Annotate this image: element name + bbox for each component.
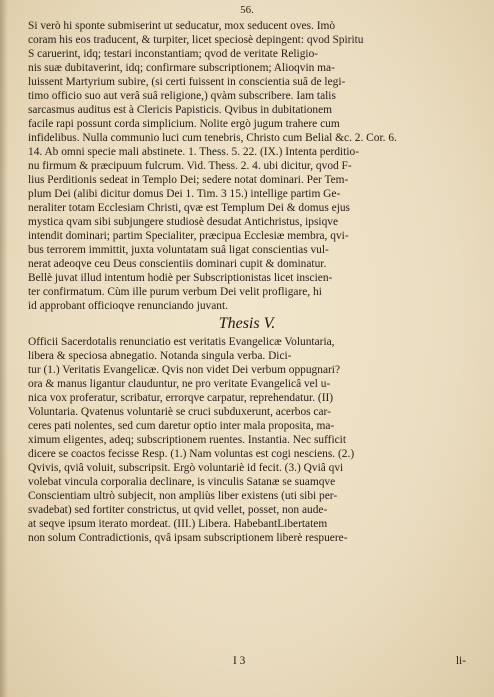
text-line: neraliter totam Ecclesiam Christi, qvæ est Templum Dei & domus ejus bbox=[28, 202, 350, 214]
thesis-heading: Thesis V. bbox=[218, 315, 276, 332]
text-line: nis suæ dubitaverint, idq; confirmare subscriptionem; Alioqvin ma- bbox=[28, 62, 335, 74]
text-line: Si verò hi sponte submiserint ut seducatur, mox seducent oves. Imò bbox=[28, 20, 336, 32]
text-line: infidelibus. Nulla communio luci cum tenebris, Christo cum Belial &c. 2. Cor. 6. bbox=[28, 132, 397, 144]
text-line: luissent Martyrium subire, (si certi fuissent in conscientia suâ de legi- bbox=[28, 76, 346, 88]
text-line: timo officio suo aut verâ suâ religione,) qvàm subscribere. Iam talis bbox=[28, 90, 336, 102]
catchword: li- bbox=[455, 655, 466, 667]
text-line: dicere se coactos fecisse Resp. (1.) Nam voluntas est cogi nesciens. (2.) bbox=[28, 448, 355, 460]
text-line: nu firmum & præcipuum fulcrum. Vid. Thess. 2. 4. ubi dicitur, qvod F- bbox=[28, 160, 352, 172]
text-line: at seqve ipsum iterato mordeat. (III.) Libera. HabebantLibertatem bbox=[28, 518, 328, 530]
text-line: ter confirmatum. Cùm ille purum verbum Dei velit profligare, hi bbox=[28, 286, 322, 298]
text-line: mystica qvam sibi subjungere studiosè desudat Antichristus, ipsiqve bbox=[28, 216, 339, 228]
text-line: facile rapi possunt corda simplicium. Nolite ergò jugum trahere cum bbox=[28, 118, 340, 130]
text-line: intendit dominari; partim Specialiter, præcipua Ecclesiæ membra, qvi- bbox=[28, 230, 349, 242]
text-line: Conscientiam ultrò subjecit, non ampliùs liber existens (uti sibi per- bbox=[28, 490, 338, 502]
text-line: nica vox proferatur, scribatur, errorqve carpatur, reprehendatur. (II) bbox=[28, 392, 334, 404]
text-line: bus terrorem immittit, juxta voluntatam suâ ligat conscientias vul- bbox=[28, 244, 329, 256]
text-line: volebat vincula corporalia declinare, is vinculis Satanæ se suamqve bbox=[28, 476, 336, 488]
text-line: Voluntaria. Qvatenus voluntariè se cruci subduxerunt, acerbos car- bbox=[28, 406, 331, 418]
text-line: lius Perditionis sedeat in Templo Dei; sedere notat dominari. Per Tem- bbox=[28, 174, 349, 186]
text-line: ceres pati nolentes, sed cum daretur optio inter mala proposita, ma- bbox=[28, 420, 335, 432]
text-line: non solum Contradictionis, qvâ ipsam subscriptionem liberè respuere- bbox=[28, 532, 348, 544]
page-footer bbox=[28, 655, 466, 671]
text-line: S caruerint, idq; testari inconstantiam; qvod de veritate Religio- bbox=[28, 48, 319, 60]
text-line: Qvivis, qviâ voluit, subscripsit. Ergò voluntariè id fecit. (3.) Qviâ qvi bbox=[28, 462, 344, 474]
text-line: id approbant officioqve renunciando juvant. bbox=[28, 300, 229, 312]
text-line: ora & manus ligantur clauduntur, ne pro veritate Evangelicâ vel u- bbox=[28, 378, 331, 390]
text-line: Officii Sacerdotalis renunciatio est veritatis Evangelicæ Voluntaria, bbox=[28, 336, 335, 348]
text-line: coram his eos traducent, & turpiter, licet speciosè depingent: qvod Spiritu bbox=[28, 34, 364, 46]
text-line: svadebat) sed fortiter constrictus, ut qvid vellet, posset, non aude- bbox=[28, 504, 328, 516]
text-line: libera & speciosa abnegatio. Notanda singula verba. Dici- bbox=[28, 350, 292, 362]
binding-shadow bbox=[0, 0, 8, 697]
text-line: Bellè juvat illud intentum hodiè per Subscriptionistas licet inscien- bbox=[28, 272, 333, 284]
text-line: 14. Ab omni specie mali abstinete. 1. Thess. 5. 22. (IX.) Intenta perditio- bbox=[28, 146, 359, 158]
text-line: nerat adeoqve ceu Deus conscientiis dominari cupit & dominatur. bbox=[28, 258, 327, 270]
text-line: ximum eligentes, adeq; subscriptionem ruentes. Instantia. Nec sufficit bbox=[28, 434, 347, 446]
text-line: sarcasmus auditus est à Clericis Papisticis. Qvibus in dubitationem bbox=[28, 104, 333, 116]
signature-mark: I 3 bbox=[233, 655, 246, 667]
main-text bbox=[28, 19, 466, 545]
page-number: 56. bbox=[240, 4, 254, 16]
text-line: tur (1.) Veritatis Evangelicæ. Qvis non videt Dei verbum oppugnari? bbox=[28, 364, 341, 376]
text-line: plum Dei (alibi dicitur domus Dei 1. Tim. 3 15.) intellige partim Ge- bbox=[28, 188, 341, 200]
